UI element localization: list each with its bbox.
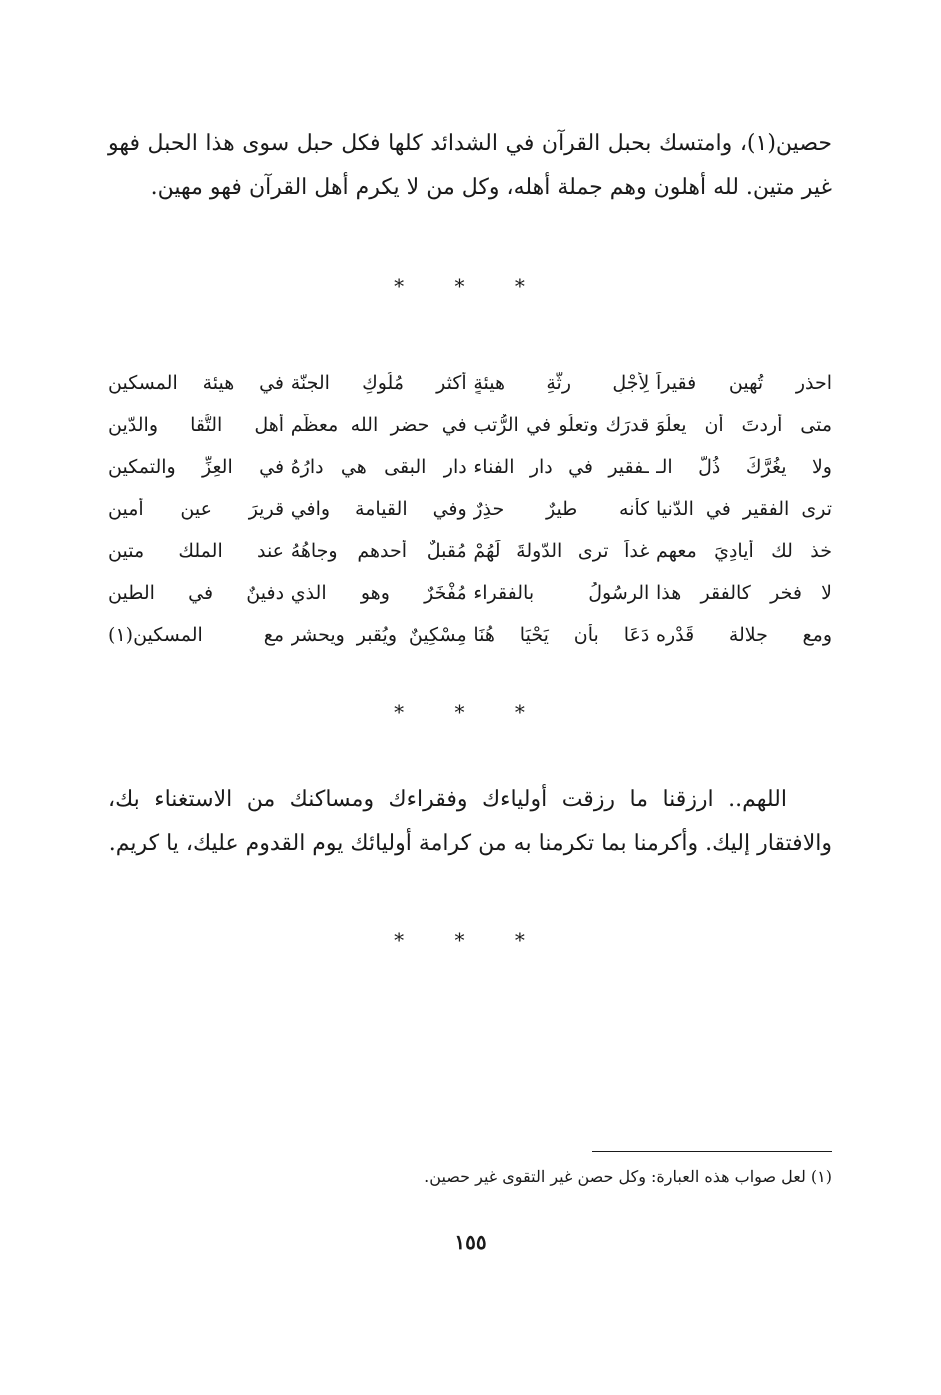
footnote-rule <box>592 1151 832 1152</box>
hemistich: ولا يغُرَّكَ ذُلُّ الـ <box>656 456 832 478</box>
poem-verse <box>108 572 832 614</box>
intro-text: حصين(١)، وامتسك بحبل القرآن في الشدائد كلها فكل حبل سوى هذا الحبل فهو غير متين. لله أهلون وهم جملة أهله، وكل من لا يكرم أهل القرآن فهو مهين. <box>108 131 832 200</box>
poem-verse <box>108 530 832 572</box>
hemistich: لِأَجْلِ رِثَّةِ هيئةٍ <box>473 372 650 394</box>
hemistich: وفي القيامة وافي <box>290 498 467 520</box>
poem-verse <box>108 362 832 404</box>
section-separator: * * * <box>394 928 547 952</box>
hemistich: ترى الفقير في الدّنيا <box>656 498 832 520</box>
intro-paragraph <box>108 122 832 210</box>
page-number: ١٥٥ <box>454 1230 487 1254</box>
hemistich: ـفقير في دار الفناء <box>473 456 650 478</box>
poem-verse <box>108 488 832 530</box>
hemistich: قريرَ عين أمين <box>108 498 285 520</box>
hemistich: مع المسكين(١) <box>108 624 285 646</box>
hemistich: في هيئة المسكين <box>108 372 285 394</box>
section-separator: * * * <box>394 700 547 724</box>
footnote: (١) لعل صواب هذه العبارة: وكل حصن غير التقوى غير حصين. <box>424 1167 832 1186</box>
poem <box>108 362 832 656</box>
prayer-paragraph <box>108 778 832 866</box>
poem-verse <box>108 446 832 488</box>
hemistich: أهل التُّقا والدّين <box>108 414 285 436</box>
hemistich: دار البقى هي دارُهُ <box>290 456 467 478</box>
hemistich: أكثر مُلُوكِ الجنّة <box>290 372 467 394</box>
hemistich: عند الملك متين <box>108 540 285 562</box>
section-separator: * * * <box>394 274 547 298</box>
hemistich: مِسْكِينٌ ويُقبر ويحشر <box>290 624 467 646</box>
hemistich: دفينٌ في الطين <box>108 582 285 604</box>
hemistich: مُقبلٌ أحدهم وجاهُهُ <box>290 540 467 562</box>
hemistich: خذ لك أيادِيَ معهم <box>656 540 832 562</box>
hemistich: في حضر الله معظّم <box>290 414 467 436</box>
hemistich: في العِزِّ والتمكين <box>108 456 285 478</box>
poem-verse <box>108 404 832 446</box>
hemistich: احذر تُهين فقيراً <box>656 372 832 394</box>
prayer-text: اللهم.. ارزقنا ما رزقت أولياءك وفقراءك ومساكنك من الاستغناء بك، والافتقار إليك. وأكرمنا بما تكرمنا به من كرامة أوليائك يوم القدوم عليك، يا كريم. <box>108 787 832 856</box>
hemistich: الرسُولُ بالفقراء <box>473 582 650 604</box>
hemistich: دَعَا بأن يَحْيَا هُنَا <box>473 624 650 646</box>
hemistich: قدرَك وتعلُو في الرُّتب <box>473 414 650 436</box>
hemistich: مُفْخَرٌ وهو الذي <box>290 582 467 604</box>
hemistich: غداً ترى الدّولةَ لَهُمْ <box>473 540 650 562</box>
hemistich: ومع جلالة قَدْرِه <box>656 624 832 646</box>
hemistich: كأنه طيرٌ حذِرٌ <box>473 498 650 520</box>
poem-verse <box>108 614 832 656</box>
hemistich: لا فخر كالفقر هذا <box>656 582 832 604</box>
hemistich: متى أردتَ أن يعلُوَ <box>656 414 832 436</box>
